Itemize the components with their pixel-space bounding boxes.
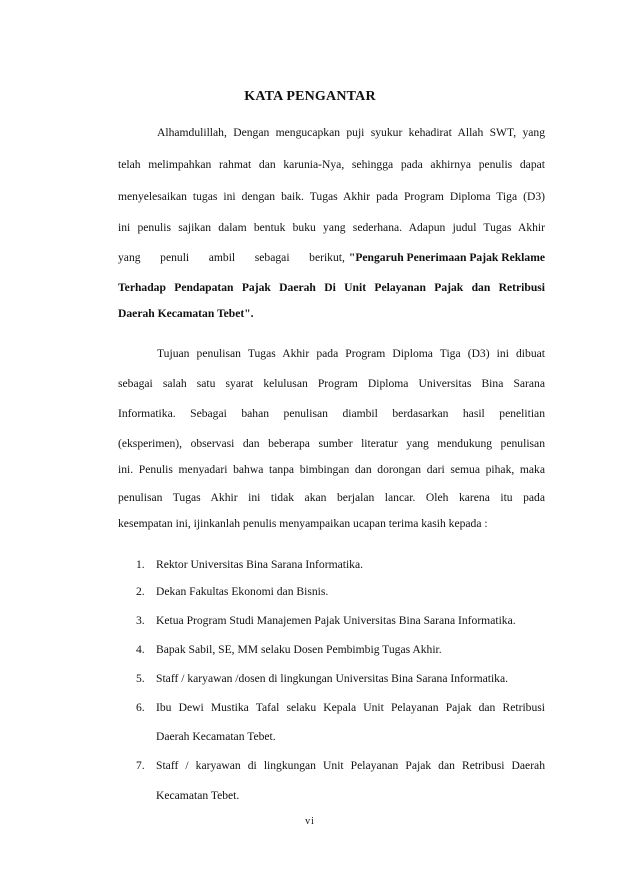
paragraph-2-line: sebagai salah satu syarat kelulusan Program Diploma Universitas Bina Sarana	[118, 377, 545, 390]
page-title: KATA PENGANTAR	[244, 89, 376, 104]
paragraph-2-line: (eksperimen), observasi dan beberapa sumber literatur yang mendukung penulisan	[118, 437, 545, 450]
list-text: Staff / karyawan /dosen di lingkungan Universitas Bina Sarana Informatika.	[156, 672, 509, 685]
list-number: 7.	[136, 759, 145, 772]
list-number: 2.	[136, 585, 145, 598]
paragraph-1-line: Alhamdulillah, Dengan mengucapkan puji syukur kehadirat Allah SWT, yang	[157, 126, 545, 139]
list-text: Rektor Universitas Bina Sarana Informatika.	[156, 558, 364, 571]
paragraph-1-line: ini penulis sajikan dalam bentuk buku yang sederhana. Adapun judul Tugas Akhir	[118, 221, 545, 234]
thesis-title-line	[118, 306, 545, 322]
paragraph-1-line: menyelesaikan tugas ini dengan baik. Tugas Akhir pada Program Diploma Tiga (D3)	[118, 190, 545, 203]
paragraph-1-text: yang penuli ambil sebagai berikut,	[118, 251, 345, 264]
list-text-continuation: Kecamatan Tebet.	[156, 789, 240, 802]
paragraph-1-line	[118, 250, 545, 266]
page-number: vi	[305, 816, 315, 827]
list-number: 1.	[136, 558, 145, 571]
paragraph-2-line: kesempatan ini, ijinkanlah penulis menyampaikan ucapan terima kasih kepada :	[118, 517, 488, 530]
paragraph-2-line: penulisan Tugas Akhir ini tidak akan berjalan lancar. Oleh karena itu pada	[118, 491, 545, 504]
thesis-title-part: Daerah Kecamatan Tebet".	[118, 307, 254, 320]
list-number: 4.	[136, 643, 145, 656]
paragraph-2-line: Informatika. Sebagai bahan penulisan diambil berdasarkan hasil penelitian	[118, 407, 545, 420]
list-number: 6.	[136, 701, 145, 714]
thesis-title-part: "Pengaruh Penerimaan Pajak Reklame	[348, 251, 545, 264]
list-text: Dekan Fakultas Ekonomi dan Bisnis.	[156, 585, 329, 598]
list-number: 3.	[136, 614, 145, 627]
paragraph-2-line: Tujuan penulisan Tugas Akhir pada Program Diploma Tiga (D3) ini dibuat	[157, 347, 545, 360]
list-text: Bapak Sabil, SE, MM selaku Dosen Pembimbig Tugas Akhir.	[156, 643, 442, 656]
list-text-continuation: Daerah Kecamatan Tebet.	[156, 730, 276, 743]
list-text: Ibu Dewi Mustika Tafal selaku Kepala Unit Pelayanan Pajak dan Retribusi	[156, 701, 545, 714]
list-number: 5.	[136, 672, 145, 685]
thesis-title-line	[118, 280, 545, 296]
list-text: Ketua Program Studi Manajemen Pajak Universitas Bina Sarana Informatika.	[156, 614, 516, 627]
list-text: Staff / karyawan di lingkungan Unit Pelayanan Pajak dan Retribusi Daerah	[156, 759, 545, 772]
paragraph-1-line: telah melimpahkan rahmat dan karunia-Nya, sehingga pada akhirnya penulis dapat	[118, 158, 545, 171]
paragraph-2-line: ini. Penulis menyadari bahwa tanpa bimbingan dan dorongan dari semua pihak, maka	[118, 463, 545, 476]
thesis-title-part: Terhadap Pendapatan Pajak Daerah Di Unit Pelayanan Pajak dan Retribusi	[118, 281, 545, 294]
